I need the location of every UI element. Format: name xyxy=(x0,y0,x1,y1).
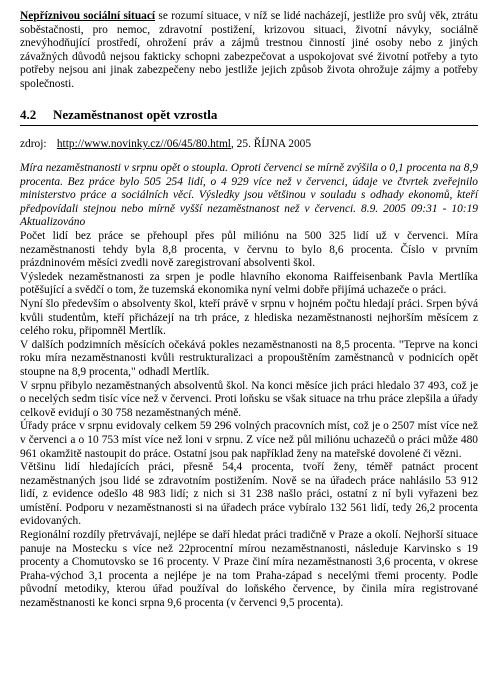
article-body xyxy=(20,230,478,611)
body-paragraph: V dalších podzimních měsících očekává pokles nezaměstnanosti na 8,5 procenta. "Teprve na konci roku míra nezaměstnanosti kvůli restrukturalizaci a propouštěním zaměstnanců v podnicích opět stoupne na 8,9 procenta," odhadl Mertlík. xyxy=(20,338,478,378)
body-paragraph: Úřady práce v srpnu evidovaly celkem 59 296 volných pracovních míst, což je o 2507 míst více než v červenci a o 10 753 míst více než loni v srpnu. Z více než půl miliónu uchazečů o práci může 480 961 okamžitě nastoupit do práce. Ostatní jsou pak například ženy na mateřské dovolené či vězni. xyxy=(20,420,478,460)
intro-paragraph xyxy=(20,10,478,92)
source-link[interactable]: http://www.novinky.cz//06/45/80.html xyxy=(56,138,231,150)
body-paragraph: Nyní šlo především o absolventy škol, kteří právě v srpnu v hojném počtu hledají práci. Srpen bývá kvůli studentům, kteří přicházejí na trh práce, z hlediska nezaměstnanosti nejhorším měsícem z celého roku, připomněl Mertlík. xyxy=(20,297,478,338)
body-paragraph: Většinu lidí hledajících práci, přesně 54,4 procenta, tvoří ženy, téměř patnáct procent nezaměstnaných jsou lidé se zdravotním postižením. Nově se na úřadech práce nahlásilo 53 912 lidí, z evidence odešlo 48 983 lidí; z nich si 31 238 našlo práci, ostatní z ní byli vyřazeni bez umístění. Podporu v nezaměstnanosti si na úřadech práce vybíralo 132 561 lidí, tedy 26,2 procenta evidovaných. xyxy=(20,461,478,528)
intro-term: Nepříznivou sociální situací xyxy=(20,10,156,22)
source-date: , 25. ŘÍJNA 2005 xyxy=(230,138,312,150)
body-paragraph: Počet lidí bez práce se přehoupl přes půl miliónu na 500 325 lidí už v červenci. Míra nezaměstnanosti tehdy byla 8,8 procenta, v červnu to bylo 8,6 procenta. Číslo v prvním prázdninovém měsíci zvedli nově zaregistrovaní absolventi škol. xyxy=(20,230,478,270)
article-lead: Míra nezaměstnanosti v srpnu opět o stoupla. Oproti červenci se mírně zvýšila o 0,1 procenta na 8,9 procenta. Bez práce bylo 505 254 lidí, o 4 929 více než v červenci, údaje ve čtvrtek zveřejnilo ministerstvo práce a sociálních věcí. Výsledky jsou většinou v souladu s odhady ekonomů, kteří předpovídali stejnou nebo mírně vyšší nezaměstnanost než v červenci. 8.9. 2005 09:31 - 10:19 Aktualizováno xyxy=(20,162,478,229)
intro-text: se rozumí situace, v níž se lidé nacházejí, jestliže pro svůj věk, ztrátu soběstačnosti, pro nemoc, zdravotní postižení, krizovou situaci, životní návyky, sociálně znevýhodňující prostředí, ohrožení práv a zájmů trestnou činností jiné osoby nebo z jiných závažných důvodů nejsou fakticky schopni zabezpečovat a uspokojovat své životní potřeby a tyto potřeby nejsou ani jinak zabezpečeny nebo jestliže jejich způsob života ohrožuje zájmy a potřeby společnosti. xyxy=(20,10,478,90)
section-title: Nezaměstnanost opět vzrostla xyxy=(53,107,218,122)
source-line xyxy=(20,138,478,152)
section-number: 4.2 xyxy=(20,107,37,122)
body-paragraph: V srpnu přibylo nezaměstnaných absolventů škol. Na konci měsíce jich práci hledalo 37 493, což je o necelých sedm tisíc více než v červenci. Proti loňsku se však situace na trhu práce zlepšila a úřady celkově evidují o 30 758 nezaměstnaných méně. xyxy=(20,379,478,419)
body-paragraph: Výsledek nezaměstnanosti za srpen je podle hlavního ekonoma Raiffeisenbank Pavla Mertlíka potěšující a svědčí o tom, že tuzemská ekonomika nyní velmi dobře přijímá uchazeče o práci. xyxy=(20,270,478,297)
source-label: zdroj: xyxy=(20,138,47,150)
section-heading xyxy=(20,107,478,126)
body-paragraph: Regionální rozdíly přetrvávají, nejlépe se daří hledat práci tradičně v Praze a okolí. Nejhorší situace panuje na Mostecku s více než 22procentní mírou nezaměstnanosti, následuje Karvinsko s 19 procenty a Chomutovsko se 16 procenty. V Praze činí míra nezaměstnanosti 3,6 procenta, v okrese Praha-východ 3,1 procenta a nejlépe je na tom Praha-západ s necelými třemi procenty. Podle původní metodiky, kterou úřad používal do loňského července, by činila míra registrované nezaměstnanosti ke konci srpna 9,6 procenta (v červenci 9,5 procenta). xyxy=(20,529,478,610)
